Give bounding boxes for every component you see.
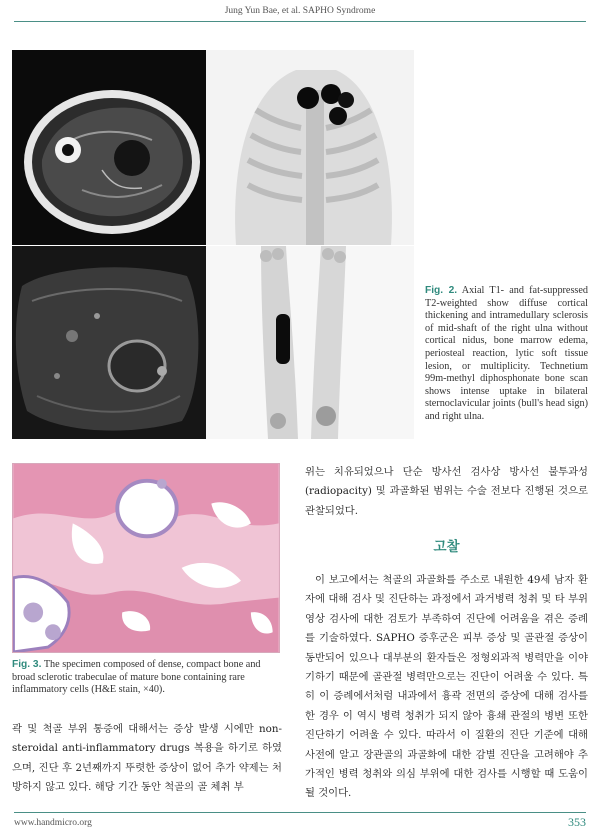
figure-2-caption <box>425 285 588 424</box>
footer-url: www.handmicro.org <box>14 818 92 828</box>
figure-2-label: Fig. 2. <box>425 285 458 296</box>
figure-3-histology-image <box>12 463 280 653</box>
bone-scan-chest-image <box>206 50 414 245</box>
body-text-right-top: 위는 치유되었으나 단순 방사선 검사상 방사선 불투과성 (radiopacity) 및 과골화된 범위는 수술 전보다 진행된 것으로 관찰되었다. <box>305 466 588 517</box>
running-head: Jung Yun Bae, et al. SAPHO Syndrome <box>224 6 376 16</box>
section-title-discussion: 고찰 <box>433 539 460 555</box>
body-text-right-column: 이 보고에서는 척골의 과골화를 주소로 내원한 49세 남자 환자에 대해 검사 및 진단하는 과정에서 과거병력 청취 및 타 부위 영상 검사에 대한 검토가 부족하여 진단에 어려움을 겪은 증례를 기술하였다. SAPHO 증후군은 피부 증상 및 골관절 증상이 동반되어 있으나 대부분의 환자들은 정형외과적 병력만을 이야기하기 때문에 골관절 병력만으로는 진단이 어려울 수 있다. 특히 이 증례에서처럼 내과에서 흉곽 전면의 증상에 대해 검사를 한 경우 이 역시 병력 청취가 되지 않아 흉쇄 관절의 병변 또한 진단하기 어려울 수 있다. 따라서 이 질환의 진단 기준에 대해 사전에 알고 장관골의 과골화에 대한 감별 진단을 고려해야 추가적인 병력 청취와 의심 부위에 대한 검사를 시행할 때 도움이 될 것이다. <box>305 574 588 800</box>
footer-rule <box>14 812 586 813</box>
body-text-left-column: 곽 및 척골 부위 통증에 대해서는 증상 발생 시에만 non-steroidal anti-inflammatory drugs 복용을 하기로 하였으며, 진단 후 2년째까지 뚜렷한 증상이 없어 추가 약제는 처방하지 않고 있다. 해당 기간 동안 척골의 골 체취 부 <box>12 723 282 794</box>
header-rule <box>14 21 586 22</box>
mri-axial-t1-image <box>12 50 208 245</box>
figure-3-caption <box>12 659 282 697</box>
bone-scan-forearms-image <box>206 246 414 439</box>
figure-2-caption-text: Axial T1- and fat-suppressed T2-weighted show diffuse cortical thickening and intramedullary sclerosis of mid-shaft of the right ulna without cortical nidus, bone marrow edema, periosteal reaction, lytic soft tissue lesion, or multiplicity. Technetium 99m-methyl diphosphonate bone scan shows intense uptake in bilateral sternoclavicular joints (bull's head sign) and right ulna. <box>425 285 588 422</box>
page-number: 353 <box>568 815 586 829</box>
figure-3-label: Fig. 3. <box>12 659 42 670</box>
figure-2 <box>12 50 414 439</box>
figure-3-caption-text: The specimen composed of dense, compact bone and broad sclerotic trabeculae of mature bone containing rare inflammatory cells (H&E stain, ×40). <box>12 659 261 695</box>
mri-axial-fat-suppressed-t2-image <box>12 246 208 439</box>
